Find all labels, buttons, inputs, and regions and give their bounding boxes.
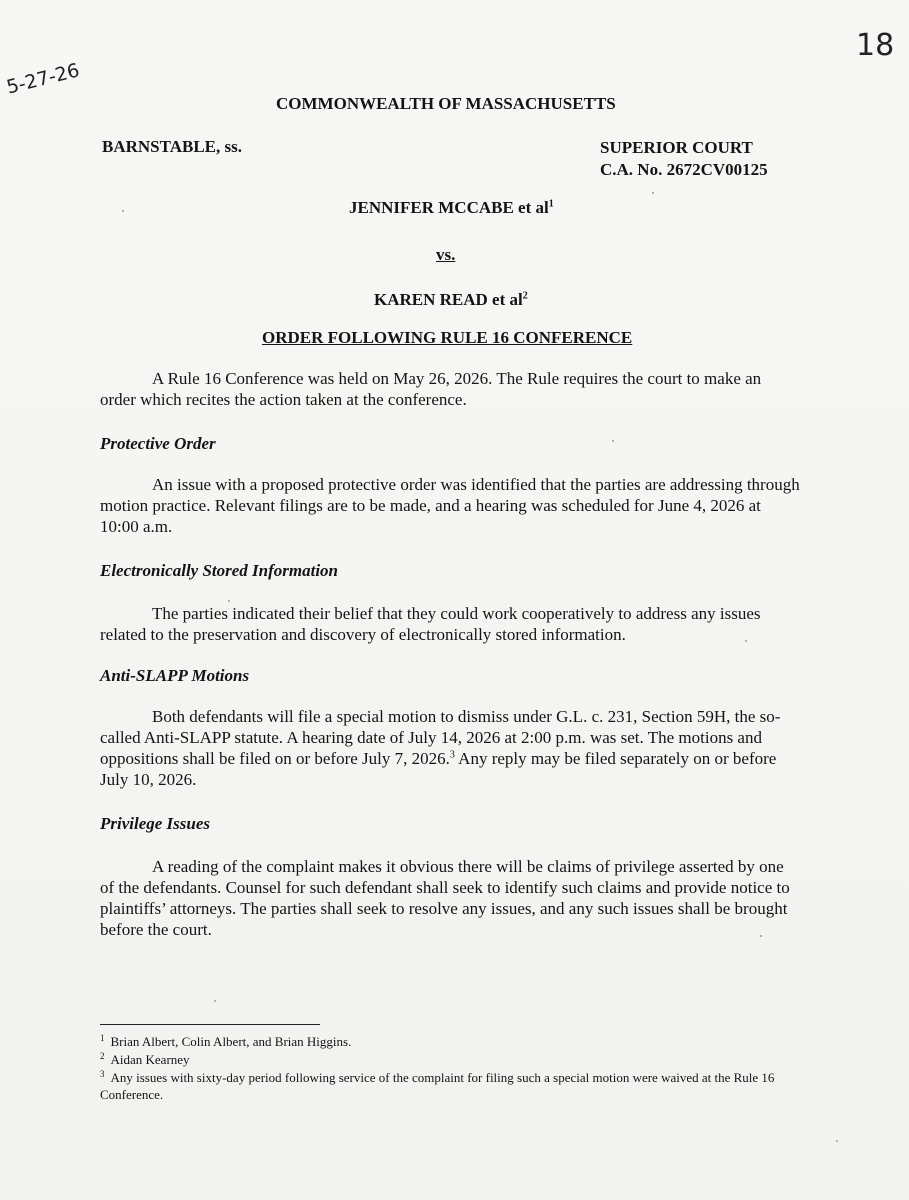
protective-order-paragraph: An issue with a proposed protective order was identified that the parties are addressing through motion practice. Relevant filings are to be made, and a hearing was scheduled for June 4, 2026 at 10:00 a.m. xyxy=(100,475,800,536)
anti-slapp-paragraph xyxy=(100,706,800,790)
footnote-2 xyxy=(100,1051,820,1068)
scan-speck xyxy=(760,935,762,937)
plaintiff-footnote-ref: 1 xyxy=(548,198,554,210)
scan-speck xyxy=(652,192,654,194)
plaintiff-name xyxy=(349,198,554,218)
scan-speck xyxy=(214,1000,216,1002)
footnote-3-number: 3 xyxy=(100,1068,105,1079)
handwritten-date: 5-27-26 xyxy=(4,59,82,99)
footnote-2-number: 2 xyxy=(100,1050,105,1061)
anti-slapp-text-2: Any reply may be filed separately on or before July 10, 2026. xyxy=(100,749,777,789)
plaintiff-text: JENNIFER MCCABE et al xyxy=(349,198,549,217)
privilege-paragraph: A reading of the complaint makes it obvious there will be claims of privilege asserted by one of the defendants. Counsel for such defendant shall seek to identify such claims and provide notice to plaintiffs’ attorneys. The parties shall seek to resolve any issues, and any such issues shall be brought before the court. xyxy=(100,857,790,939)
anti-slapp-footnote-ref: 3 xyxy=(449,749,455,761)
handwritten-page-number: 18 xyxy=(856,28,895,63)
footnote-1-text: Brian Albert, Colin Albert, and Brian Higgins. xyxy=(110,1034,352,1049)
anti-slapp-text-1: Both defendants will file a special motion to dismiss under G.L. c. 231, Section 59H, the so-called Anti-SLAPP statute. A hearing date of July 14, 2026 at 2:00 p.m. was set. The motions and oppositions shall be filed on or before July 7, 2026. xyxy=(100,707,781,768)
footnote-1-number: 1 xyxy=(100,1032,105,1043)
versus-label: vs. xyxy=(436,245,456,264)
commonwealth-heading: COMMONWEALTH OF MASSACHUSETTS xyxy=(276,94,616,113)
privilege-heading: Privilege Issues xyxy=(100,814,211,833)
protective-order-heading: Protective Order xyxy=(100,434,216,453)
scan-speck xyxy=(836,1140,838,1142)
defendant-name xyxy=(374,290,528,310)
scan-speck xyxy=(228,600,230,602)
defendant-text: KAREN READ et al xyxy=(374,290,523,309)
scan-speck xyxy=(122,210,124,212)
intro-paragraph: A Rule 16 Conference was held on May 26, 2026. The Rule requires the court to make an order which recites the action taken at the conference. xyxy=(100,369,762,409)
county-label: BARNSTABLE, ss. xyxy=(102,137,242,156)
defendant-footnote-ref: 2 xyxy=(522,290,528,302)
scan-speck xyxy=(612,440,614,442)
case-number: C.A. No. 2672CV00125 xyxy=(600,160,768,179)
esi-paragraph: The parties indicated their belief that they could work cooperatively to address any issues related to the preservation and discovery of electronically stored information. xyxy=(100,604,761,644)
esi-heading: Electronically Stored Information xyxy=(100,561,339,580)
anti-slapp-heading: Anti-SLAPP Motions xyxy=(100,666,250,685)
footnote-3-text: Any issues with sixty-day period following service of the complaint for filing such a special motion were waived at the Rule 16 Conference. xyxy=(100,1070,775,1102)
scan-speck xyxy=(745,640,747,642)
footnote-1 xyxy=(100,1033,820,1050)
footnote-3 xyxy=(100,1069,820,1103)
court-name: SUPERIOR COURT xyxy=(600,138,753,157)
order-title: ORDER FOLLOWING RULE 16 CONFERENCE xyxy=(262,328,633,347)
footnote-2-text: Aidan Kearney xyxy=(110,1052,190,1067)
court-block xyxy=(600,137,768,181)
footnote-separator xyxy=(100,1024,320,1025)
